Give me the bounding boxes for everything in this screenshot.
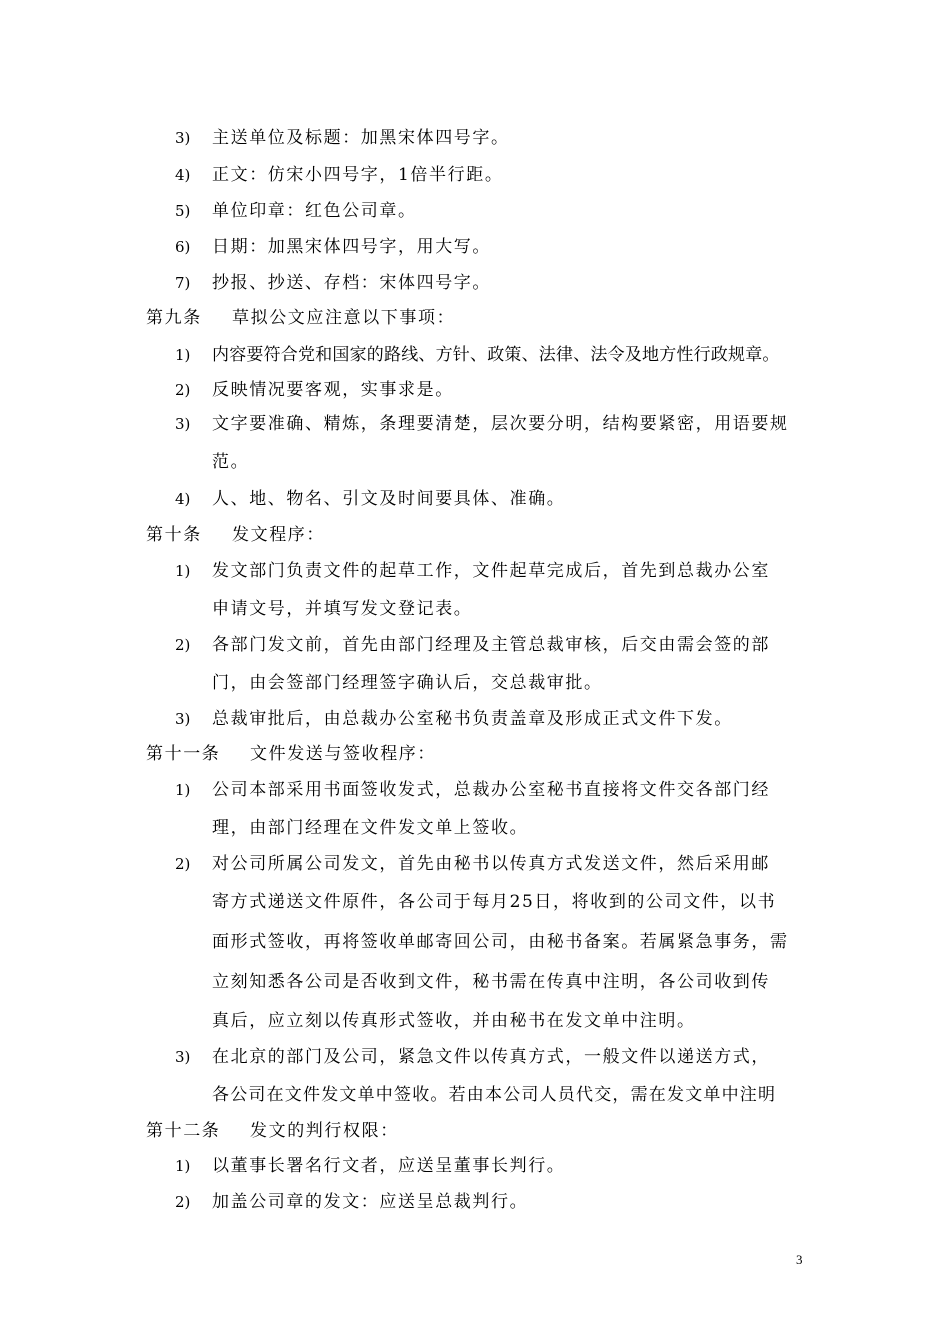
item-number: 6) <box>175 238 191 256</box>
item-number: 1) <box>175 781 191 799</box>
item-text: 公司本部采用书面签收发式，总裁办公室秘书直接将文件交各部门经 <box>212 780 770 800</box>
item-text: 各部门发文前，首先由部门经理及主管总裁审核，后交由需会签的部 <box>212 635 770 655</box>
item-text: 日期：加黑宋体四号字，用大写。 <box>212 237 491 257</box>
item-number: 1) <box>175 346 191 364</box>
item-number: 2) <box>175 636 191 654</box>
item-text: 主送单位及标题：加黑宋体四号字。 <box>212 128 510 148</box>
item-text-continuation: 申请文号，并填写发文登记表。 <box>212 599 473 619</box>
item-text: 抄报、抄送、存档：宋体四号字。 <box>212 273 491 293</box>
item-text: 反映情况要客观，实事求是。 <box>212 380 454 400</box>
page-number: 3 <box>796 1252 803 1267</box>
item-number: 3) <box>175 710 191 728</box>
item-text: 正文：仿宋小四号字，1倍半行距。 <box>212 165 504 185</box>
article-label: 第十条 <box>146 525 202 545</box>
article-label: 第十二条 <box>146 1121 221 1141</box>
item-text-continuation: 范。 <box>212 452 250 472</box>
item-number: 2) <box>175 1193 191 1211</box>
item-text: 单位印章：红色公司章。 <box>212 201 417 221</box>
item-number: 3) <box>175 1048 191 1066</box>
item-text: 加盖公司章的发文：应送呈总裁判行。 <box>212 1192 529 1212</box>
item-text: 发文部门负责文件的起草工作，文件起草完成后，首先到总裁办公室 <box>212 561 770 581</box>
item-text: 以董事长署名行文者，应送呈董事长判行。 <box>212 1156 566 1176</box>
item-text-continuation: 门，由会签部门经理签字确认后，交总裁审批。 <box>212 673 603 693</box>
item-text: 对公司所属公司发文，首先由秘书以传真方式发送文件，然后采用邮 <box>212 854 770 874</box>
item-number: 5) <box>175 202 191 220</box>
article-title: 发文程序： <box>232 525 325 545</box>
item-text: 人、地、物名、引文及时间要具体、准确。 <box>212 489 566 509</box>
item-text: 总裁审批后，由总裁办公室秘书负责盖章及形成正式文件下发。 <box>212 709 733 729</box>
item-number: 3) <box>175 415 191 433</box>
item-number: 4) <box>175 166 191 184</box>
article-title: 发文的判行权限： <box>250 1121 399 1141</box>
item-number: 1) <box>175 562 191 580</box>
item-number: 2) <box>175 855 191 873</box>
item-number: 1) <box>175 1157 191 1175</box>
item-text-continuation: 寄方式递送文件原件，各公司于每月25日，将收到的公司文件，以书 <box>212 892 777 912</box>
item-number: 4) <box>175 490 191 508</box>
article-title: 文件发送与签收程序： <box>250 744 436 764</box>
item-text-continuation: 各公司在文件发文单中签收。若由本公司人员代交，需在发文单中注明 <box>212 1085 777 1105</box>
item-text-continuation: 真后，应立刻以传真形式签收，并由秘书在发文单中注明。 <box>212 1011 696 1031</box>
item-number: 7) <box>175 274 191 292</box>
item-text-continuation: 面形式签收，再将签收单邮寄回公司，由秘书备案。若属紧急事务，需 <box>212 932 789 952</box>
article-title: 草拟公文应注意以下事项： <box>232 308 456 328</box>
item-text: 文字要准确、精炼，条理要清楚，层次要分明，结构要紧密，用语要规 <box>212 414 789 434</box>
article-label: 第十一条 <box>146 744 221 764</box>
item-text-continuation: 理，由部门经理在文件发文单上签收。 <box>212 818 529 838</box>
article-label: 第九条 <box>146 308 202 328</box>
item-number: 2) <box>175 381 191 399</box>
item-text: 在北京的部门及公司，紧急文件以传真方式，一般文件以递送方式， <box>212 1047 770 1067</box>
item-number: 3) <box>175 129 191 147</box>
item-text-continuation: 立刻知悉各公司是否收到文件，秘书需在传真中注明，各公司收到传 <box>212 972 770 992</box>
item-text: 内容要符合党和国家的路线、方针、政策、法律、法令及地方性行政规章。 <box>212 345 780 365</box>
